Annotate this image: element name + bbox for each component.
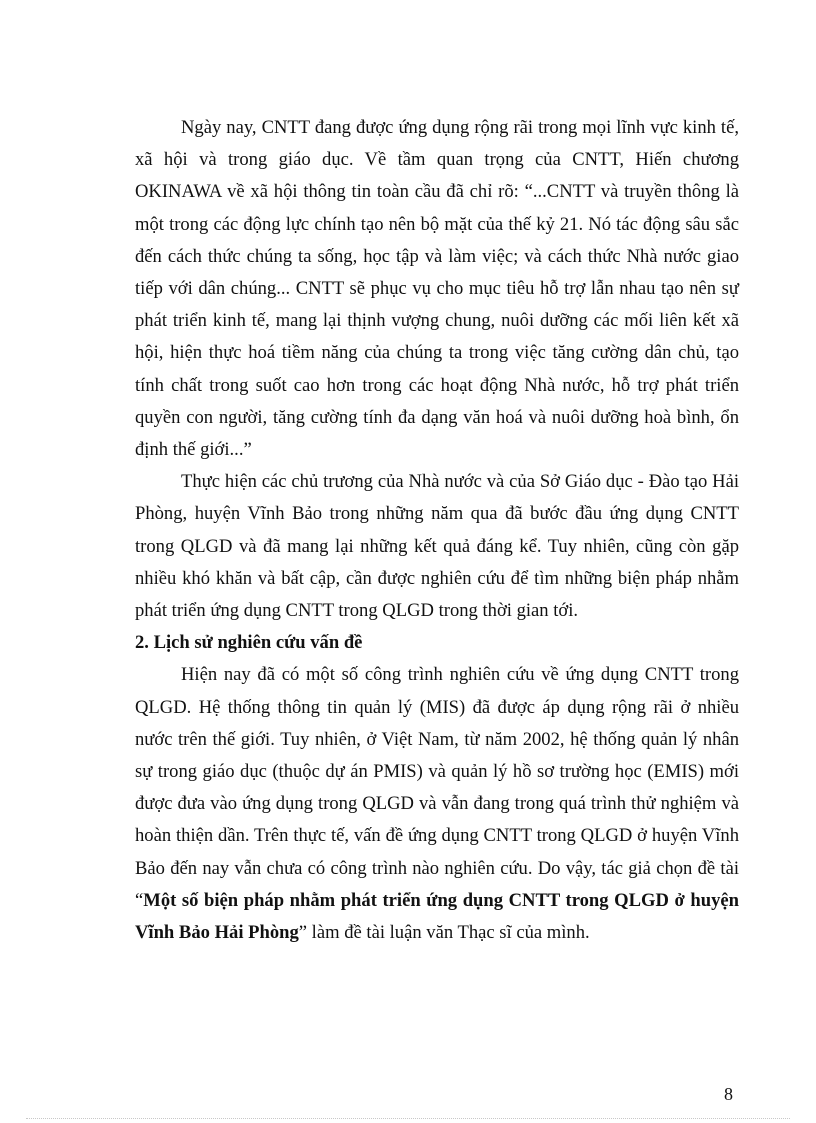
- body-text: [135, 112, 739, 949]
- thesis-title: Một số biện pháp nhằm phát triển ứng dụng CNTT trong QLGD ở huyện Vĩnh Bảo Hải Phòng: [135, 889, 739, 944]
- paragraph-research-history: [135, 659, 739, 949]
- footer-divider: [26, 1118, 790, 1119]
- paragraph-implementation: Thực hiện các chủ trương của Nhà nước và của Sở Giáo dục - Đào tạo Hải Phòng, huyện Vĩnh Bảo trong những năm qua đã bước đầu ứng dụng CNTT trong QLGD và đã mang lại những kết quả đáng kể. Tuy nhiên, cũng còn gặp nhiều khó khăn và bất cập, cần được nghiên cứu để tìm những biện pháp nhằm phát triển ứng dụng CNTT trong QLGD trong thời gian tới.: [135, 471, 739, 622]
- paragraph-intro: Ngày nay, CNTT đang được ứng dụng rộng rãi trong mọi lĩnh vực kinh tế, xã hội và trong giáo dục. Về tầm quan trọng của CNTT, Hiến chương OKINAWA về xã hội thông tin toàn cầu đã chỉ rõ: “...CNTT và truyền thông là một trong các động lực chính tạo nên bộ mặt của thế kỷ 21. Nó tác động sâu sắc đến cách thức chúng ta sống, học tập và làm việc; và cách thức Nhà nước giao tiếp với dân chúng... CNTT sẽ phục vụ cho mục tiêu hỗ trợ lẫn nhau tạo nên sự phát triển kinh tế, mang lại thịnh vượng chung, nuôi dưỡng các mối liên kết xã hội, hiện thực hoá tiềm năng của chúng ta trong việc tăng cường dân chủ, tạo tính chất trong suốt cao hơn trong các hoạt động Nhà nước, hỗ trợ phát triển quyền con người, tăng cường tính đa dạng văn hoá và nuôi dưỡng hoà bình, ổn định thế giới...”: [135, 117, 739, 461]
- research-text-start: Hiện nay đã có một số công trình nghiên cứu về ứng dụng CNTT trong QLGD. Hệ thống thông tin quản lý (MIS) đã được áp dụng rộng rãi ở nhiều nước trên thế giới. Tuy nhiên, ở Việt Nam, từ năm 2002, hệ thống quản lý nhân sự trong giáo dục (thuộc dự án PMIS) và quản lý hồ sơ trường học (EMIS) mới được đưa vào ứng dụng trong QLGD và vẫn đang trong quá trình thử nghiệm và hoàn thiện dần. Trên thực tế, vấn đề ứng dụng CNTT trong QLGD ở huyện Vĩnh Bảo đến nay vẫn chưa có công trình nào nghiên cứu. Do vậy, tác giả chọn đề tài “: [135, 664, 739, 911]
- page-number: 8: [724, 1084, 733, 1104]
- section-heading: 2. Lịch sử nghiên cứu vấn đề: [135, 632, 363, 654]
- research-text-end: ” làm đề tài luận văn Thạc sĩ của mình.: [298, 922, 590, 944]
